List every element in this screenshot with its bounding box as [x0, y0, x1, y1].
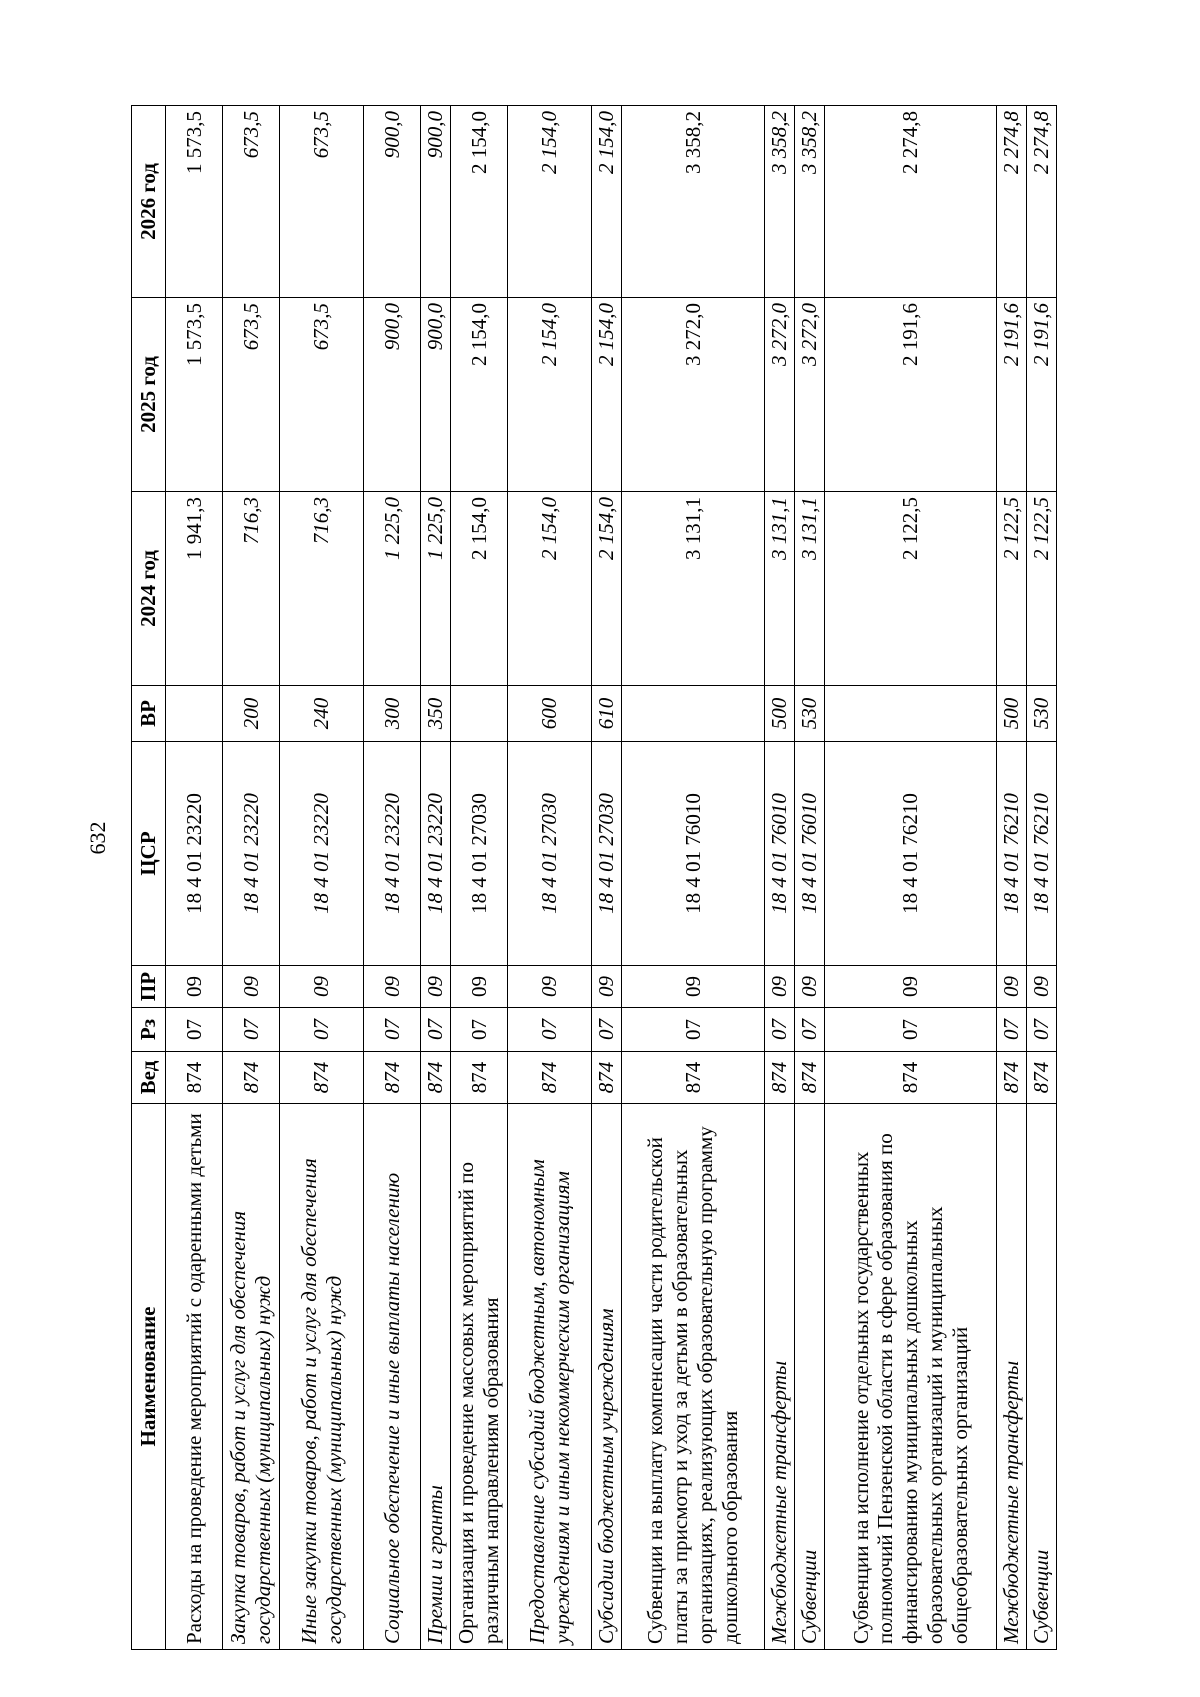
cell-name: Субвенции на исполнение отдельных государственных полномочий Пензенской области в сфере образования по финансированию муниципальных дошкольных образовательных организаций и муниципальных общеобразовательных организаций: [825, 1104, 997, 1650]
cell-ved: 874: [997, 1052, 1027, 1104]
cell-pr: 09: [1027, 966, 1057, 1008]
cell-rz: 07: [795, 1008, 825, 1052]
cell-rz: 07: [166, 1008, 223, 1052]
cell-ved: 874: [795, 1052, 825, 1104]
cell-2026: 2 154,0: [592, 106, 622, 298]
table-row: [997, 106, 1027, 1650]
cell-name: Закупка товаров, работ и услуг для обеспечения государственных (муниципальных) нужд: [223, 1104, 280, 1650]
cell-2026: 2 154,0: [508, 106, 592, 298]
cell-rz: 07: [592, 1008, 622, 1052]
cell-name: Межбюджетные трансферты: [765, 1104, 795, 1650]
cell-name: Субвенции на выплату компенсации части родительской платы за присмотр и уход за детьми в образовательных организациях, реализующих образовательную программу дошкольного образования: [622, 1104, 765, 1650]
table-row: [364, 106, 421, 1650]
cell-name: Иные закупки товаров, работ и услуг для обеспечения государственных (муниципальных) нужд: [280, 1104, 364, 1650]
cell-vr: 500: [997, 686, 1027, 742]
cell-2024: 2 122,5: [825, 492, 997, 686]
cell-2024: 2 122,5: [1027, 492, 1057, 686]
cell-pr: 09: [451, 966, 508, 1008]
cell-pr: 09: [795, 966, 825, 1008]
cell-ved: 874: [223, 1052, 280, 1104]
cell-2024: 2 122,5: [997, 492, 1027, 686]
cell-2024: 2 154,0: [592, 492, 622, 686]
table-row: [508, 106, 592, 1650]
cell-csr: 18 4 01 23220: [166, 742, 223, 966]
cell-2025: 1 573,5: [166, 298, 223, 492]
table-row: [765, 106, 795, 1650]
cell-2026: 3 358,2: [765, 106, 795, 298]
header-2025: 2025 год: [132, 298, 166, 492]
cell-name: Межбюджетные трансферты: [997, 1104, 1027, 1650]
cell-pr: 09: [997, 966, 1027, 1008]
cell-2025: 3 272,0: [765, 298, 795, 492]
cell-vr: 350: [421, 686, 451, 742]
cell-2025: 900,0: [421, 298, 451, 492]
cell-name: Предоставление субсидий бюджетным, автономным учреждениям и иным некоммерческим организациям: [508, 1104, 592, 1650]
cell-pr: 09: [421, 966, 451, 1008]
cell-2024: 1 225,0: [364, 492, 421, 686]
cell-2025: 900,0: [364, 298, 421, 492]
cell-ved: 874: [451, 1052, 508, 1104]
cell-rz: 07: [622, 1008, 765, 1052]
header-rz: Рз: [132, 1008, 166, 1052]
cell-vr: 300: [364, 686, 421, 742]
cell-2025: 3 272,0: [622, 298, 765, 492]
cell-ved: 874: [508, 1052, 592, 1104]
cell-2025: 2 154,0: [508, 298, 592, 492]
table-row: [622, 106, 765, 1650]
cell-2024: 3 131,1: [765, 492, 795, 686]
header-csr: ЦСР: [132, 742, 166, 966]
header-vr: ВР: [132, 686, 166, 742]
page-number: 632: [85, 821, 110, 855]
budget-table: [131, 105, 1057, 1650]
header-2026: 2026 год: [132, 106, 166, 298]
cell-csr: 18 4 01 27030: [508, 742, 592, 966]
table-row: [223, 106, 280, 1650]
cell-ved: 874: [825, 1052, 997, 1104]
cell-ved: 874: [166, 1052, 223, 1104]
cell-name: Социальное обеспечение и иные выплаты населению: [364, 1104, 421, 1650]
cell-2024: 716,3: [223, 492, 280, 686]
cell-vr: 530: [1027, 686, 1057, 742]
cell-pr: 09: [765, 966, 795, 1008]
cell-2026: 3 358,2: [795, 106, 825, 298]
cell-vr: 610: [592, 686, 622, 742]
cell-rz: 07: [223, 1008, 280, 1052]
cell-name: Расходы на проведение мероприятий с одаренными детьми: [166, 1104, 223, 1650]
cell-vr: 600: [508, 686, 592, 742]
cell-ved: 874: [421, 1052, 451, 1104]
cell-rz: 07: [280, 1008, 364, 1052]
table-row: [166, 106, 223, 1650]
cell-rz: 07: [825, 1008, 997, 1052]
cell-pr: 09: [280, 966, 364, 1008]
cell-vr: [825, 686, 997, 742]
table-row: [825, 106, 997, 1650]
cell-vr: 500: [765, 686, 795, 742]
cell-2025: 2 154,0: [451, 298, 508, 492]
table-row: [421, 106, 451, 1650]
cell-2026: 2 154,0: [451, 106, 508, 298]
cell-vr: 530: [795, 686, 825, 742]
cell-csr: 18 4 01 76210: [825, 742, 997, 966]
cell-2025: 673,5: [223, 298, 280, 492]
cell-rz: 07: [364, 1008, 421, 1052]
cell-2026: 900,0: [364, 106, 421, 298]
cell-2025: 3 272,0: [795, 298, 825, 492]
cell-pr: 09: [622, 966, 765, 1008]
cell-name: Субсидии бюджетным учреждениям: [592, 1104, 622, 1650]
cell-2024: 2 154,0: [451, 492, 508, 686]
cell-2025: 673,5: [280, 298, 364, 492]
cell-2025: 2 191,6: [1027, 298, 1057, 492]
cell-csr: 18 4 01 27030: [451, 742, 508, 966]
cell-vr: 200: [223, 686, 280, 742]
cell-name: Субвенции: [1027, 1104, 1057, 1650]
cell-csr: 18 4 01 23220: [364, 742, 421, 966]
header-name: Наименование: [132, 1104, 166, 1650]
cell-2025: 2 191,6: [997, 298, 1027, 492]
header-pr: ПР: [132, 966, 166, 1008]
cell-csr: 18 4 01 23220: [223, 742, 280, 966]
cell-2025: 2 154,0: [592, 298, 622, 492]
cell-ved: 874: [364, 1052, 421, 1104]
cell-2026: 3 358,2: [622, 106, 765, 298]
table-row: [592, 106, 622, 1650]
cell-csr: 18 4 01 23220: [280, 742, 364, 966]
budget-table-rotated-wrapper: [131, 106, 1054, 1650]
cell-csr: 18 4 01 76210: [1027, 742, 1057, 966]
table-row: [795, 106, 825, 1650]
cell-pr: 09: [592, 966, 622, 1008]
cell-rz: 07: [508, 1008, 592, 1052]
cell-2024: 1 225,0: [421, 492, 451, 686]
cell-2026: 2 274,8: [997, 106, 1027, 298]
cell-csr: 18 4 01 23220: [421, 742, 451, 966]
table-row: [280, 106, 364, 1650]
cell-csr: 18 4 01 76010: [795, 742, 825, 966]
cell-2024: 716,3: [280, 492, 364, 686]
cell-pr: 09: [166, 966, 223, 1008]
cell-2024: 1 941,3: [166, 492, 223, 686]
cell-name: Субвенции: [795, 1104, 825, 1650]
cell-2026: 673,5: [223, 106, 280, 298]
cell-2024: 2 154,0: [508, 492, 592, 686]
cell-pr: 09: [223, 966, 280, 1008]
cell-rz: 07: [421, 1008, 451, 1052]
cell-ved: 874: [592, 1052, 622, 1104]
cell-csr: 18 4 01 27030: [592, 742, 622, 966]
cell-rz: 07: [1027, 1008, 1057, 1052]
header-2024: 2024 год: [132, 492, 166, 686]
cell-csr: 18 4 01 76210: [997, 742, 1027, 966]
header-ved: Вед: [132, 1052, 166, 1104]
cell-2026: 2 274,8: [825, 106, 997, 298]
cell-2026: 2 274,8: [1027, 106, 1057, 298]
cell-vr: [451, 686, 508, 742]
cell-2026: 1 573,5: [166, 106, 223, 298]
table-header-row: [132, 106, 166, 1650]
cell-2024: 3 131,1: [795, 492, 825, 686]
table-row: [451, 106, 508, 1650]
cell-pr: 09: [825, 966, 997, 1008]
cell-rz: 07: [997, 1008, 1027, 1052]
cell-name: Организация и проведение массовых мероприятий по различным направлениям образования: [451, 1104, 508, 1650]
cell-2024: 3 131,1: [622, 492, 765, 686]
cell-csr: 18 4 01 76010: [622, 742, 765, 966]
cell-vr: 240: [280, 686, 364, 742]
cell-ved: 874: [622, 1052, 765, 1104]
cell-2025: 2 191,6: [825, 298, 997, 492]
cell-vr: [166, 686, 223, 742]
cell-pr: 09: [364, 966, 421, 1008]
cell-vr: [622, 686, 765, 742]
cell-ved: 874: [280, 1052, 364, 1104]
table-row: [1027, 106, 1057, 1650]
cell-name: Премии и гранты: [421, 1104, 451, 1650]
cell-rz: 07: [451, 1008, 508, 1052]
cell-ved: 874: [1027, 1052, 1057, 1104]
cell-2026: 900,0: [421, 106, 451, 298]
cell-2026: 673,5: [280, 106, 364, 298]
cell-pr: 09: [508, 966, 592, 1008]
cell-ved: 874: [765, 1052, 795, 1104]
cell-csr: 18 4 01 76010: [765, 742, 795, 966]
cell-rz: 07: [765, 1008, 795, 1052]
